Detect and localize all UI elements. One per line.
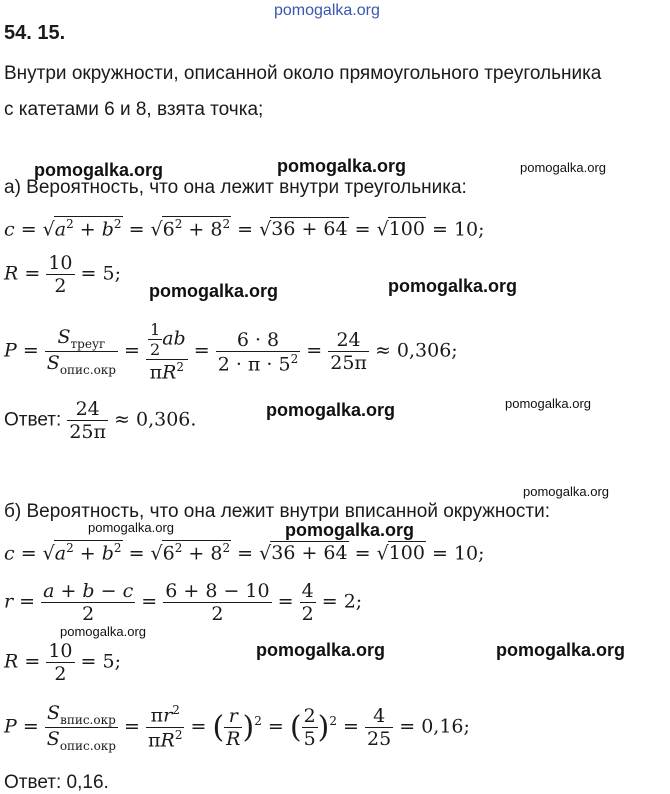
watermark: pomogalka.org	[88, 520, 174, 535]
answer-b: Ответ: 0,16.	[4, 772, 109, 793]
watermark: pomogalka.org	[60, 624, 146, 639]
watermark: pomogalka.org	[34, 160, 164, 180]
watermark: pomogalka.org	[285, 520, 415, 540]
answer-a-label: Ответ:	[4, 409, 62, 431]
watermark: pomogalka.org	[505, 396, 591, 411]
part-b-heading: б) Вероятность, что она лежит внутри вписанной окружности:	[4, 501, 551, 522]
watermark-top: pomogalka.org	[274, 2, 380, 19]
watermark: pomogalka.org	[266, 400, 396, 420]
part-a-heading: а) Вероятность, что она лежит внутри треугольника:	[4, 177, 467, 198]
watermark: pomogalka.org	[149, 281, 279, 301]
formula-probability-a: P = $\frac{S_{треуг}}{S_{опис.окр}}$ = $\frac{1}{2}$ ab $\pi R^2$ = $\frac{6 \cdot 8}{2 \cdot \pi \cdot 5^2}$ = $\frac{24}{25\pi}$ ≈ 0,306;	[4, 320, 458, 384]
watermark: pomogalka.org	[523, 484, 609, 499]
problem-number: 54. 15.	[4, 22, 66, 44]
watermark: pomogalka.org	[496, 640, 626, 660]
watermark: pomogalka.org	[277, 156, 407, 176]
formula-inradius-b: r = $\frac{a + b - c}{2}$ = $\frac{6 + 8 - 10}{2}$ = $\frac{4}{2}$ = 2;	[4, 580, 363, 625]
watermark: pomogalka.org	[388, 276, 518, 296]
formula-hypotenuse-b: $c = √a^2 + b^2 = √6^2 + 8^2 = √36 + 64 = √100 = 10$;	[4, 541, 485, 565]
formula-radius-a: R = $\frac{10}{2}$ = 5;	[4, 252, 121, 297]
problem-statement-line1: Внутри окружности, описанной около прямоугольного треугольника	[4, 63, 602, 84]
watermark: pomogalka.org	[520, 160, 606, 175]
formula-radius-b: R = $\frac{10}{2}$ = 5;	[4, 640, 121, 685]
formula-probability-b: P = $\frac{S_{впис.окр}}{S_{опис.окр}}$ = $\frac{\pi r^2}{\pi R^2}$ = ( $\frac{r}{R}$ )$^2$ = ( $\frac{2}{5}$ )$^2$ = $\frac{4}{25}$ = 0,16;	[4, 702, 470, 753]
problem-statement-line2: с катетами 6 и 8, взята точка;	[4, 99, 264, 120]
answer-a: Ответ: $\frac{24}{25\pi}$ ≈ 0,306.	[4, 398, 197, 443]
answer-a-value: ≈ 0,306.	[114, 408, 197, 431]
formula-hypotenuse-a: $c = √a^2 + b^2 = √6^2 + 8^2 = √36 + 64 = √100 = 10$;	[4, 217, 485, 241]
watermark: pomogalka.org	[256, 640, 386, 660]
